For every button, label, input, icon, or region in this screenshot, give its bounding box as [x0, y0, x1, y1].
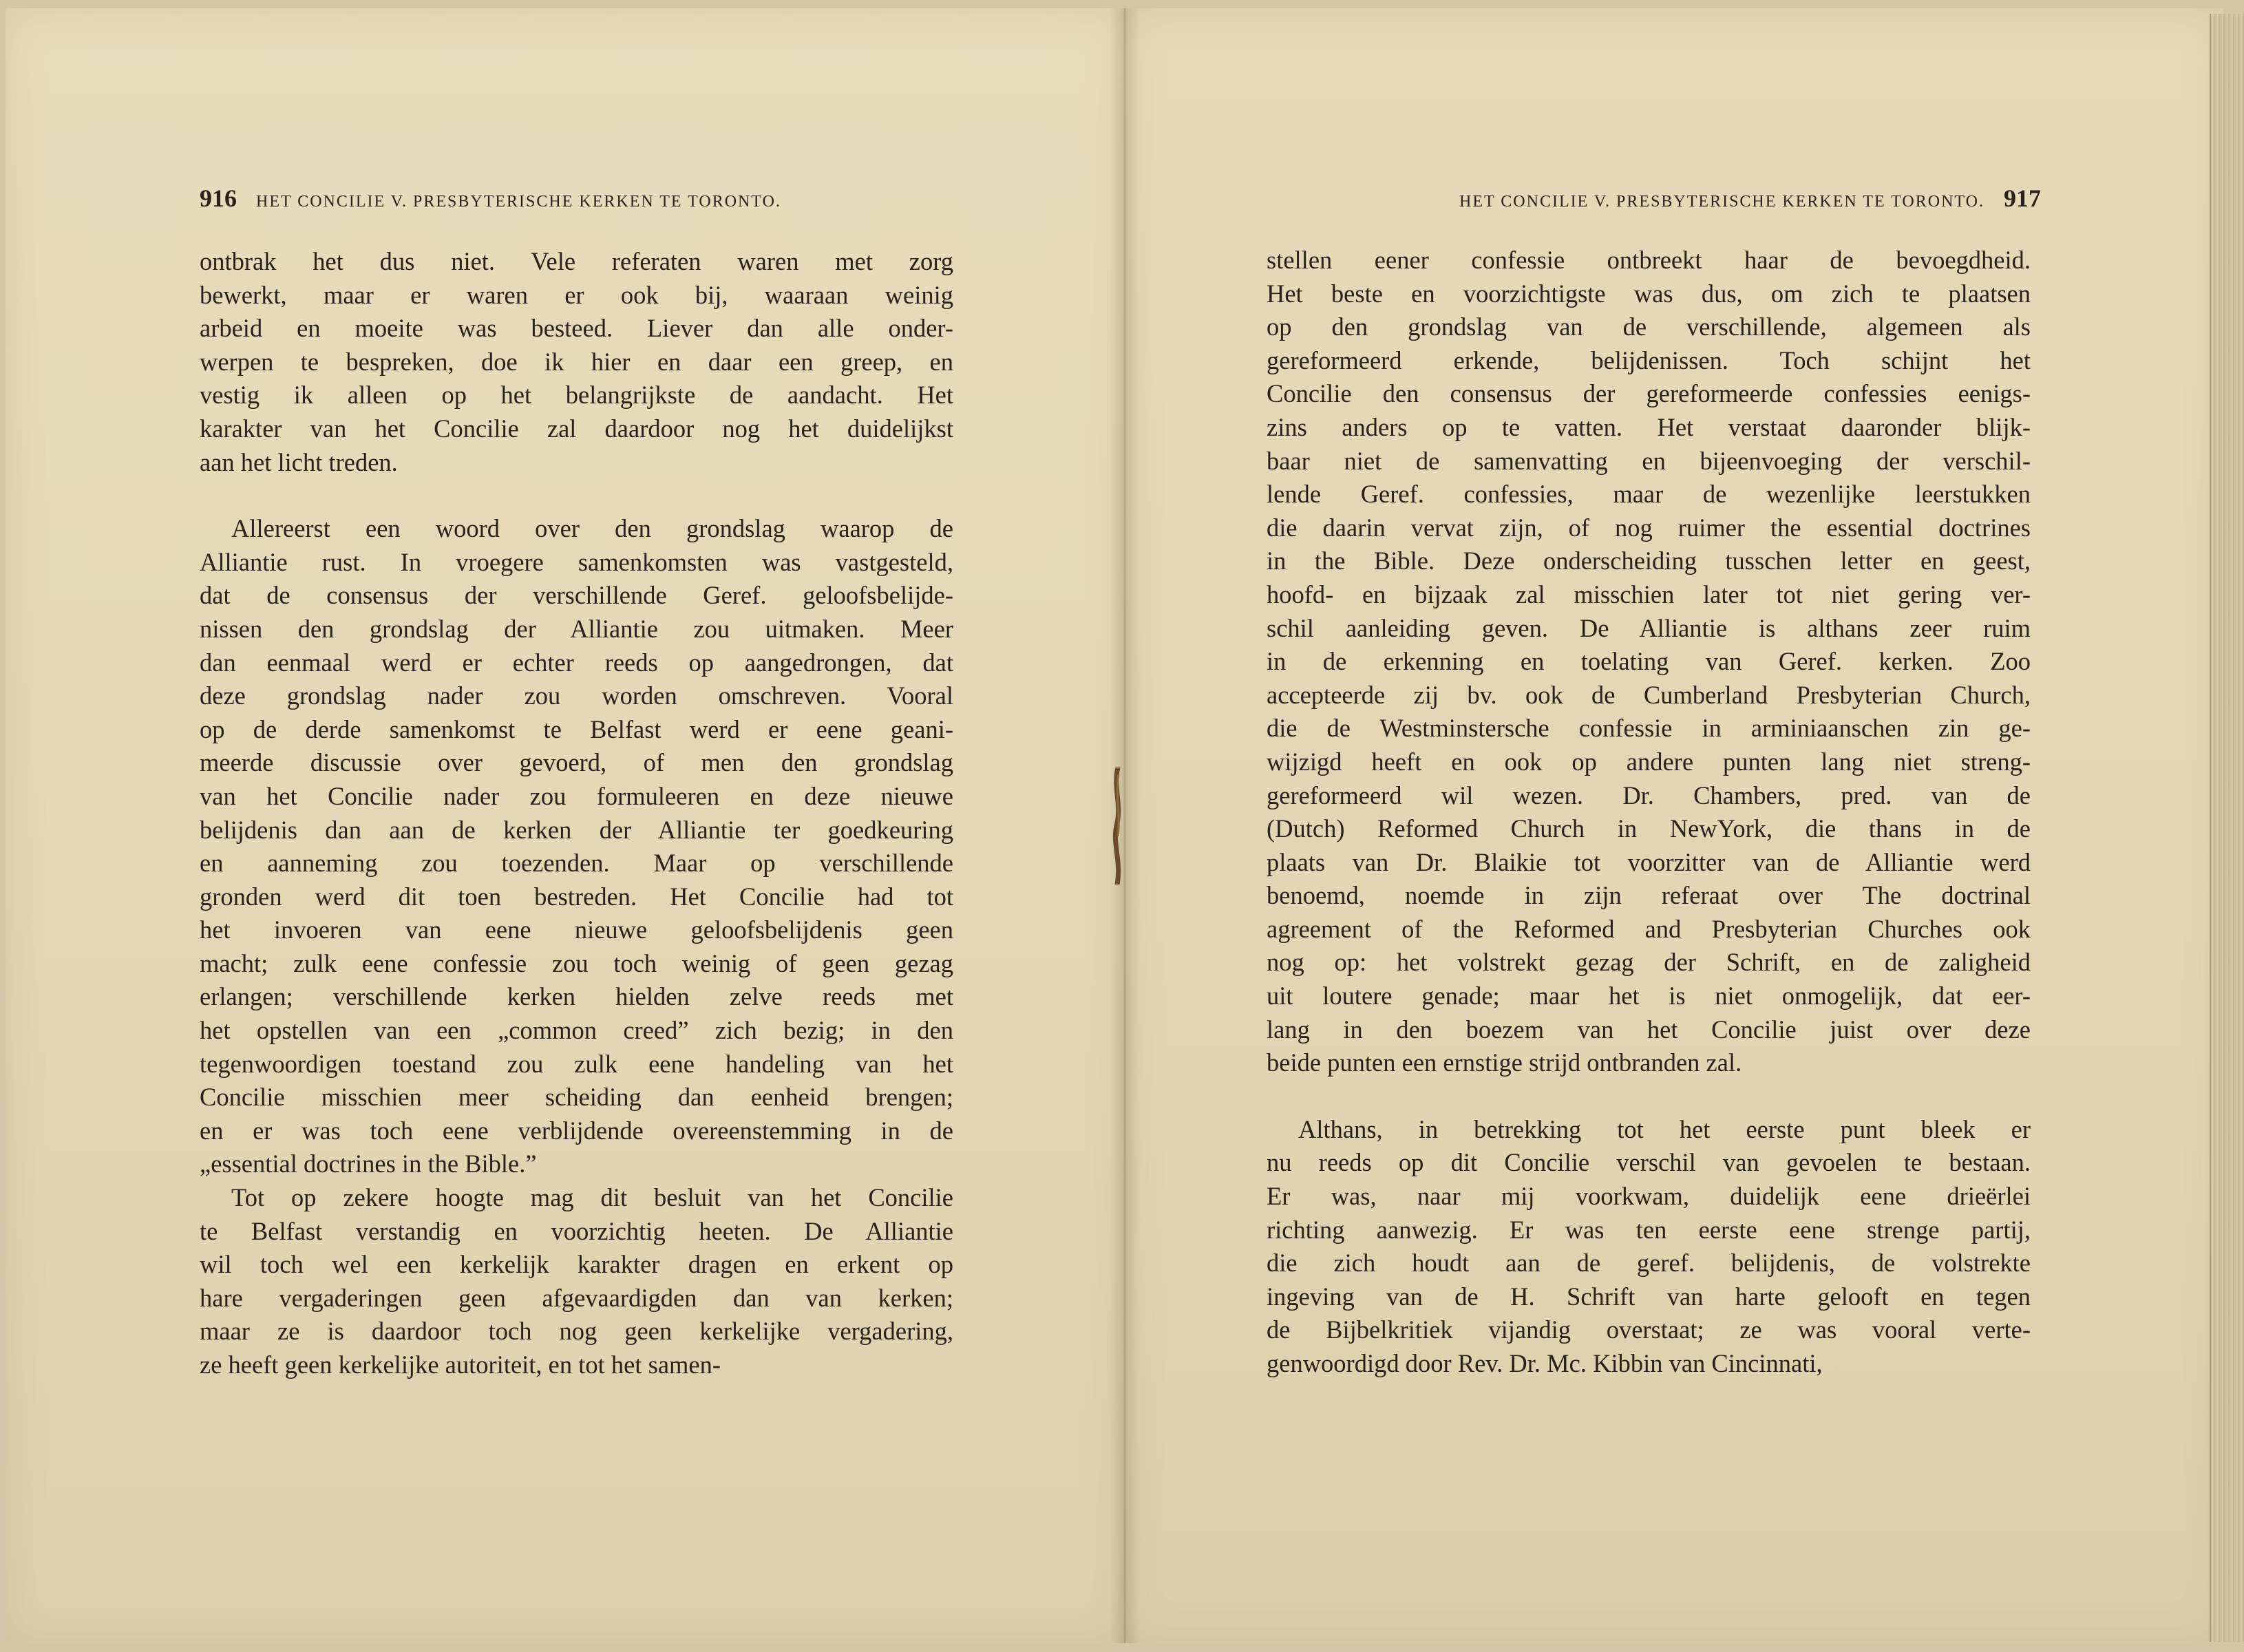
text-line: zins anders op te vatten. Het verstaat daaronder blijk-	[1267, 412, 2031, 441]
text-line: stellen eener confessie ontbreekt haar de bevoegdheid.	[1267, 246, 2031, 274]
text-line: „essential doctrines in the Bible.”	[200, 1150, 537, 1178]
text-line: belijdenis dan aan de kerken der Alliantie ter goedkeuring	[200, 815, 953, 844]
left-running-title: HET CONCILIE V. PRESBYTERISCHE KERKEN TE TORONTO.	[256, 193, 781, 211]
text-line: gereformeerd wil wezen. Dr. Chambers, pred. van de	[1267, 781, 2031, 809]
text-line: Tot op zekere hoogte mag dit besluit van het Concilie	[231, 1183, 953, 1212]
text-line: op den grondslag van de verschillende, algemeen als	[1267, 313, 2031, 341]
text-line: de Bijbelkritiek vijandig overstaat; ze was vooral verte-	[1267, 1315, 2031, 1344]
text-line: van het Concilie nader zou formuleeren en deze nieuwe	[200, 781, 953, 810]
text-line: arbeid en moeite was besteed. Liever dan alle onder-	[200, 314, 953, 343]
text-line: hoofd- en bijzaak zal misschien later tot niet gering ver-	[1267, 580, 2031, 608]
page-edges	[2210, 14, 2244, 1642]
text-line: ingeving van de H. Schrift van harte gelooft en tegen	[1267, 1282, 2031, 1311]
text-line: en aanneming zou toezenden. Maar op verschillende	[200, 849, 953, 878]
text-line: Althans, in betrekking tot het eerste punt bleek er	[1298, 1114, 2031, 1143]
text-line: Concilie den consensus der gereformeerde confessies eenigs-	[1267, 379, 2031, 408]
text-line: lang in den boezem van het Concilie juist over deze	[1267, 1015, 2031, 1044]
paragraph	[1267, 244, 2031, 1080]
paragraph	[200, 245, 953, 479]
paragraph	[200, 512, 953, 1181]
text-line: dat de consensus der verschillende Geref. geloofsbelijde-	[200, 581, 953, 610]
text-line: gereformeerd erkende, belijdenissen. Toch schijnt het	[1267, 346, 2031, 374]
right-running-head	[1342, 184, 2041, 212]
binding-thread	[1110, 767, 1126, 885]
text-line: deze grondslag nader zou worden omschreven. Vooral	[200, 681, 953, 710]
text-line: in the Bible. Deze onderscheiding tusschen letter en geest,	[1267, 547, 2031, 575]
text-line: op de derde samenkomst te Belfast werd er eene geani-	[200, 714, 953, 743]
paragraph	[200, 1181, 953, 1382]
text-line: Het beste en voorzichtigste was dus, om zich te plaatsen	[1267, 279, 2031, 308]
text-line: benoemd, noemde in zijn referaat over The doctrinal	[1267, 881, 2031, 910]
text-line: bewerkt, maar er waren er ook bij, waaraan weinig	[200, 280, 953, 309]
text-line: accepteerde zij bv. ook de Cumberland Presbyterian Church,	[1267, 680, 2031, 709]
text-line: wijzigd heeft en ook op andere punten lang niet streng-	[1267, 747, 2031, 776]
right-running-title: HET CONCILIE V. PRESBYTERISCHE KERKEN TE TORONTO.	[1459, 193, 1984, 211]
paragraph	[1267, 1113, 2031, 1381]
text-line: (Dutch) Reformed Church in NewYork, die thans in de	[1267, 814, 2031, 843]
text-line: het opstellen van een „common creed” zich bezig; in den	[200, 1016, 953, 1045]
text-line: vestig ik alleen op het belangrijkste de aandacht. Het	[200, 381, 953, 410]
text-line: die daarin vervat zijn, of nog ruimer the essential doctrines	[1267, 513, 2031, 542]
text-line: werpen te bespreken, doe ik hier en daar een greep, en	[200, 347, 953, 376]
text-line: in de erkenning en toelating van Geref. kerken. Zoo	[1267, 647, 2031, 676]
text-line: karakter van het Concilie zal daardoor nog het duidelijkst	[200, 414, 953, 443]
text-line: dan eenmaal werd er echter reeds op aangedrongen, dat	[200, 648, 953, 677]
text-line: nissen den grondslag der Alliantie zou uitmaken. Meer	[200, 614, 953, 643]
text-line: plaats van Dr. Blaikie tot voorzitter van de Alliantie werd	[1267, 847, 2031, 876]
text-line: Alliantie rust. In vroegere samenkomsten was vastgesteld,	[200, 547, 953, 576]
text-line: het invoeren van eene nieuwe geloofsbelijdenis geen	[200, 915, 953, 944]
text-line: richting aanwezig. Er was ten eerste eene strenge partij,	[1267, 1215, 2031, 1244]
left-body-text	[200, 245, 953, 1382]
text-line: nog op: het volstrekt gezag der Schrift, en de zaligheid	[1267, 948, 2031, 977]
text-line: en er was toch eene verblijdende overeenstemming in de	[200, 1116, 953, 1145]
text-line: wil toch wel een kerkelijk karakter dragen en erkent op	[200, 1250, 953, 1279]
text-line: Er was, naar mij voorkwam, duidelijk eene drieërlei	[1267, 1182, 2031, 1211]
right-body-text	[1267, 244, 2031, 1381]
text-line: macht; zulk eene confessie zou toch weinig of geen gezag	[200, 949, 953, 977]
text-line: maar ze is daardoor toch nog geen kerkelijke vergadering,	[200, 1317, 953, 1346]
text-line: agreement of the Reformed and Presbyterian Churches ook	[1267, 914, 2031, 943]
text-line: Concilie misschien meer scheiding dan eenheid brengen;	[200, 1083, 953, 1112]
text-line: erlangen; verschillende kerken hielden zelve reeds met	[200, 982, 953, 1011]
text-line: die de Westminstersche confessie in arminiaanschen zin ge-	[1267, 714, 2031, 743]
text-line: genwoordigd door Rev. Dr. Mc. Kibbin van Cincinnati,	[1267, 1349, 1823, 1377]
text-line: tegenwoordigen toestand zou zulk eene handeling van het	[200, 1049, 953, 1078]
left-running-head	[200, 184, 977, 212]
text-line: ze heeft geen kerkelijke autoriteit, en tot het samen-	[200, 1351, 721, 1379]
text-line: gronden werd dit toen bestreden. Het Concilie had tot	[200, 882, 953, 911]
text-line: ontbrak het dus niet. Vele referaten waren met zorg	[200, 247, 953, 275]
text-line: schil aanleiding geven. De Alliantie is althans zeer ruim	[1267, 613, 2031, 642]
text-line: nu reeds op dit Concilie verschil van gevoelen te bestaan.	[1267, 1148, 2031, 1177]
left-page-number: 916	[200, 184, 237, 212]
text-line: Allereerst een woord over den grondslag waarop de	[231, 514, 953, 543]
text-line: baar niet de samenvatting en bijeenvoeging der verschil-	[1267, 446, 2031, 475]
text-line: aan het licht treden.	[200, 447, 398, 476]
text-line: die zich houdt aan de geref. belijdenis, de volstrekte	[1267, 1249, 2031, 1278]
text-line: uit loutere genade; maar het is niet onmogelijk, dat eer-	[1267, 982, 2031, 1010]
text-line: beide punten een ernstige strijd ontbranden zal.	[1267, 1048, 1742, 1077]
text-line: hare vergaderingen geen afgevaardigden dan van kerken;	[200, 1283, 953, 1312]
text-line: meerde discussie over gevoerd, of men den grondslag	[200, 748, 953, 777]
paragraph-gap	[200, 479, 953, 512]
text-line: te Belfast verstandig en voorzichtig heeten. De Alliantie	[200, 1216, 953, 1245]
text-line: lende Geref. confessies, maar de wezenlijke leerstukken	[1267, 480, 2031, 509]
right-page-number: 917	[2004, 184, 2041, 212]
paragraph-gap	[1267, 1080, 2031, 1113]
